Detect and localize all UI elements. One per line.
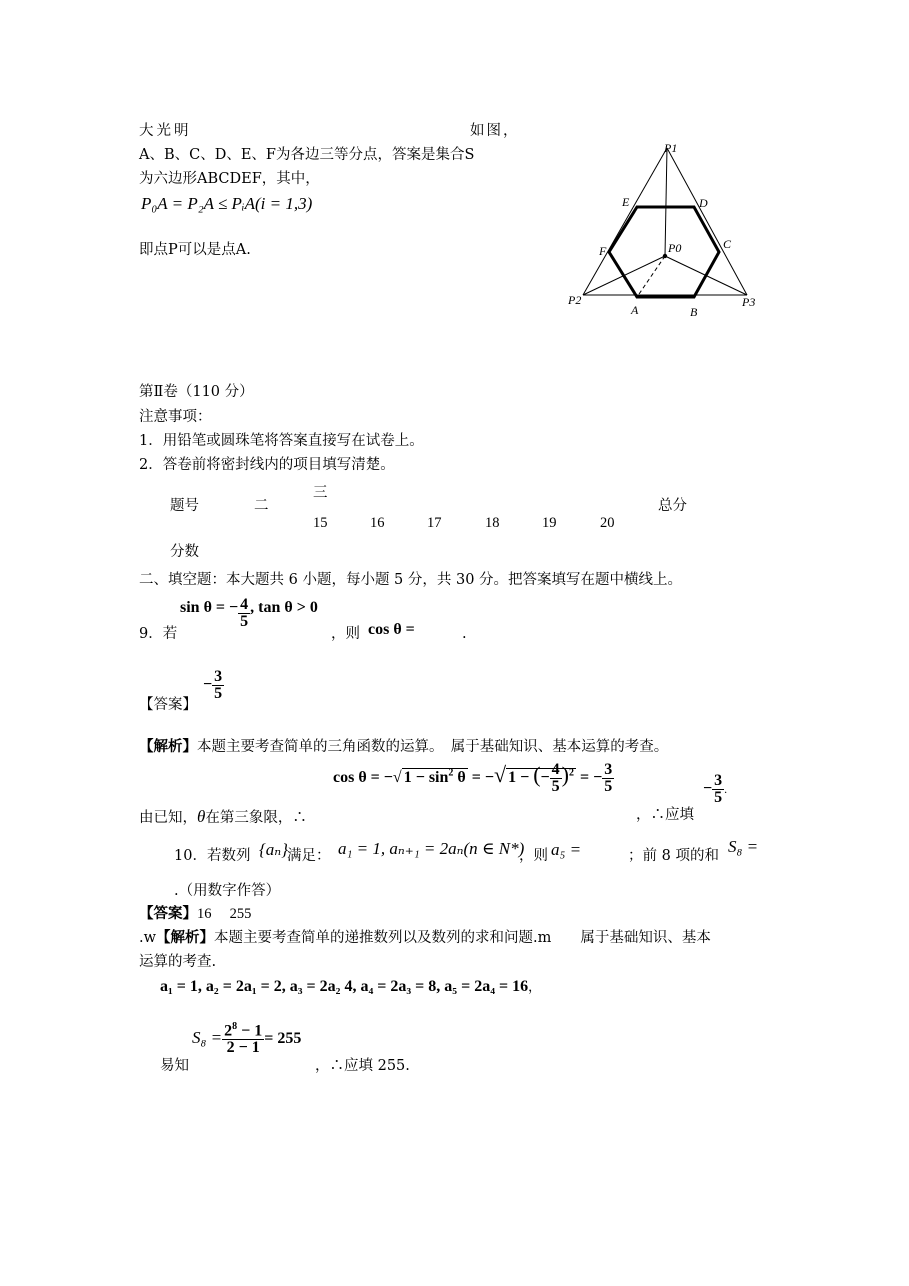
q9-answer: − $\frac{3}{5}$ <box>203 668 223 702</box>
table-row-score-label: 分数 <box>170 544 199 560</box>
author-text: 大光明 <box>139 123 192 139</box>
q10-s8: S₈ = <box>728 837 759 856</box>
label-a: A <box>631 303 639 317</box>
section2-heading: 二、填空题：本大题共 6 小题，每小题 5 分，共 30 分。把答案填写在题中横线上。 <box>139 572 683 588</box>
q9-derivation: cos θ = −√ $1 - \sin^2 \theta$ = −√ 1 − (− $\frac{4}{5}$ )$^2$ = − $\frac{3}{5}$ <box>333 761 613 795</box>
table-header-total: 总分 <box>658 498 687 514</box>
table-subheader: 17 <box>427 515 442 531</box>
q9-condition: sin θ = − $\frac{4}{5}$ , tan θ > 0 <box>180 596 318 630</box>
q9-target: cos θ = <box>368 621 415 638</box>
q9-then: ，则 <box>331 626 360 642</box>
table-header-two: 二 <box>254 498 269 514</box>
notice-item-2: 2．答卷前将密封线内的项目填写清楚。 <box>139 457 395 473</box>
label-d: D <box>699 196 708 210</box>
q10-satisfy: 满足： <box>287 848 331 864</box>
table-subheader: 15 <box>313 515 328 531</box>
q9-answer-label: 【答案】 <box>139 697 197 713</box>
part2-title: 第Ⅱ卷（110 分） <box>139 384 254 400</box>
label-p1: P1 <box>664 141 678 155</box>
table-subheader: 19 <box>542 515 557 531</box>
q10-recurrence: a₁ = 1, aₙ₊₁ = 2aₙ(n ∈ N*) <box>338 839 525 858</box>
label-p2: P2 <box>568 293 582 307</box>
condition-formula: P₀A = P₂A ≤ PᵢA(i = 1,3) <box>141 194 313 213</box>
q10-sum-formula: S₈ = $\frac{2^8 - 1}{2 - 1}$ = 255 <box>192 1021 302 1057</box>
hexagon-figure <box>560 130 780 320</box>
label-p3: P3 <box>742 295 756 309</box>
conclusion-text: 即点P可以是点A. <box>139 242 251 258</box>
q10-answer: 【答案】16 255 <box>139 905 252 922</box>
notice-item-1: 1．用铅笔或圆珠笔将答案直接写在试卷上。 <box>139 433 424 449</box>
label-p0: P0 <box>668 241 682 255</box>
label-b: B <box>690 305 698 319</box>
q10-sequence: {aₙ} <box>259 840 288 859</box>
q10-chain: a₁ = 1, a₂ = 2a₁ = 2, a₃ = 2a₂ 4, a₄ = 2a₃ = 8, a₅ = 2a₄ = 16， <box>160 978 542 995</box>
q10-tail: ，∴应填 255. <box>315 1058 410 1074</box>
label-f: F <box>599 244 607 258</box>
table-subheader: 20 <box>600 515 615 531</box>
desc-line-2: 为六边形ABCDEF，其中， <box>139 171 320 187</box>
q10-note: .（用数字作答） <box>174 883 281 899</box>
q10-then: ，则 <box>519 848 548 864</box>
q9-fill: − $\frac{3}{5}$ . <box>703 772 728 806</box>
q9-number: 9．若 <box>139 626 178 642</box>
label-e: E <box>622 195 630 209</box>
q10-a5: a₅ = <box>551 840 582 859</box>
table-header-three: 三 <box>313 485 328 501</box>
notice-heading: 注意事项： <box>139 409 212 425</box>
q9-analysis: 【解析】本题主要考查简单的三角函数的运算。 属于基础知识、基本运算的考查。 <box>139 738 669 755</box>
q9-blank-end: . <box>462 626 467 642</box>
q10-number: 10．若数列 <box>174 848 251 864</box>
table-subheader: 18 <box>485 515 500 531</box>
q10-analysis-cont: 运算的考查. <box>139 954 217 970</box>
desc-line-1: A、B、C、D、E、F为各边三等分点，答案是集合S <box>139 147 475 163</box>
table-subheader: 16 <box>370 515 385 531</box>
q10-analysis: .w【解析】本题主要考查简单的递推数列以及数列的求和问题.m 属于基础知识、基本 <box>139 929 711 946</box>
q10-sum-text: ；前 8 项的和 <box>628 848 719 864</box>
table-header-number: 题号 <box>170 498 199 514</box>
label-c: C <box>723 237 732 251</box>
as-shown-text: 如图， <box>470 123 520 139</box>
q10-easy: 易知 <box>160 1058 189 1074</box>
q9-given: 由已知，θ在第三象限，∴ <box>139 807 307 826</box>
q9-tail: ，∴应填 <box>636 807 694 823</box>
